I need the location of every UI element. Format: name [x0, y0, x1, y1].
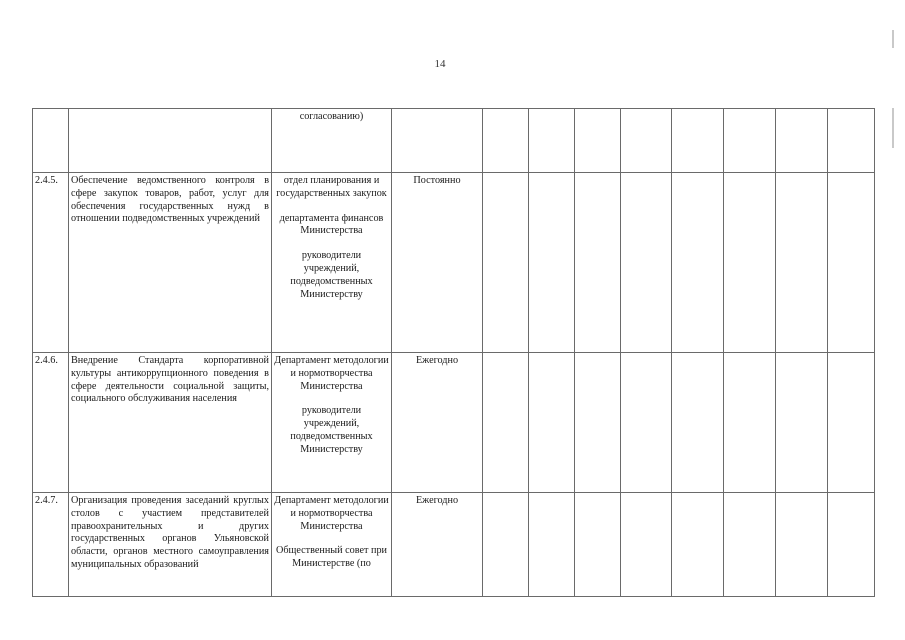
empty-cell	[575, 353, 621, 493]
page-number: 14	[434, 58, 446, 70]
empty-cell	[724, 493, 776, 597]
measure-description	[69, 109, 272, 173]
measures-table	[32, 108, 875, 597]
empty-cell	[776, 353, 828, 493]
empty-cell	[724, 109, 776, 173]
responsible-text: руководители учреждений, подведомственных Министерству	[290, 250, 373, 300]
empty-cell	[575, 173, 621, 353]
table-row	[33, 353, 875, 493]
empty-cell	[483, 493, 529, 597]
empty-cell	[621, 109, 672, 173]
empty-cell	[776, 109, 828, 173]
empty-cell	[776, 173, 828, 353]
empty-cell	[621, 173, 672, 353]
empty-cell	[672, 109, 724, 173]
responsible-cell	[272, 353, 392, 493]
scan-edge-mark	[892, 30, 894, 48]
responsible-cell	[272, 493, 392, 597]
responsible-text: согласованию)	[299, 111, 364, 122]
empty-cell	[672, 493, 724, 597]
empty-cell	[828, 109, 875, 173]
table-row	[33, 493, 875, 597]
measure-description: Внедрение Стандарта корпоративной культуры антикоррупционного поведения в сфере деятельности социальной защиты, социального обслуживания населения	[69, 353, 272, 493]
empty-cell	[575, 109, 621, 173]
empty-cell	[828, 493, 875, 597]
empty-cell	[529, 173, 575, 353]
deadline-cell: Ежегодно	[392, 353, 483, 493]
empty-cell	[575, 493, 621, 597]
row-number: 2.4.7.	[33, 493, 69, 597]
measure-description: Организация проведения заседаний круглых столов с участием представителей правоохранительных и других государственных органов Ульяновской области, органов местного самоуправления муниципальных образований	[69, 493, 272, 597]
empty-cell	[776, 493, 828, 597]
empty-cell	[483, 109, 529, 173]
responsible-text: отдел планирования и государственных закупок	[276, 175, 387, 199]
responsible-text: руководители учреждений, подведомственных Министерству	[290, 405, 373, 455]
row-number: 2.4.6.	[33, 353, 69, 493]
empty-cell	[483, 173, 529, 353]
scan-edge-mark	[892, 108, 894, 148]
responsible-text: Департамент методологии и нормотворчества Министерства	[274, 495, 389, 532]
empty-cell	[529, 353, 575, 493]
deadline-cell	[392, 109, 483, 173]
empty-cell	[621, 353, 672, 493]
table-row	[33, 109, 875, 173]
deadline-cell: Ежегодно	[392, 493, 483, 597]
empty-cell	[621, 493, 672, 597]
responsible-text: Департамент методологии и нормотворчества Министерства	[274, 355, 389, 392]
empty-cell	[828, 353, 875, 493]
empty-cell	[672, 353, 724, 493]
empty-cell	[529, 493, 575, 597]
deadline-cell: Постоянно	[392, 173, 483, 353]
table-row	[33, 173, 875, 353]
responsible-text: Общественный совет при Министерстве (по	[275, 545, 388, 570]
empty-cell	[483, 353, 529, 493]
empty-cell	[724, 173, 776, 353]
row-number	[33, 109, 69, 173]
empty-cell	[828, 173, 875, 353]
empty-cell	[724, 353, 776, 493]
measure-description: Обеспечение ведомственного контроля в сфере закупок товаров, работ, услуг для обеспечения государственных нужд в отношении подведомственных учреждений	[69, 173, 272, 353]
row-number: 2.4.5.	[33, 173, 69, 353]
responsible-cell	[272, 109, 392, 173]
responsible-text: департамента финансов Министерства	[279, 212, 384, 237]
empty-cell	[672, 173, 724, 353]
empty-cell	[529, 109, 575, 173]
responsible-cell	[272, 173, 392, 353]
